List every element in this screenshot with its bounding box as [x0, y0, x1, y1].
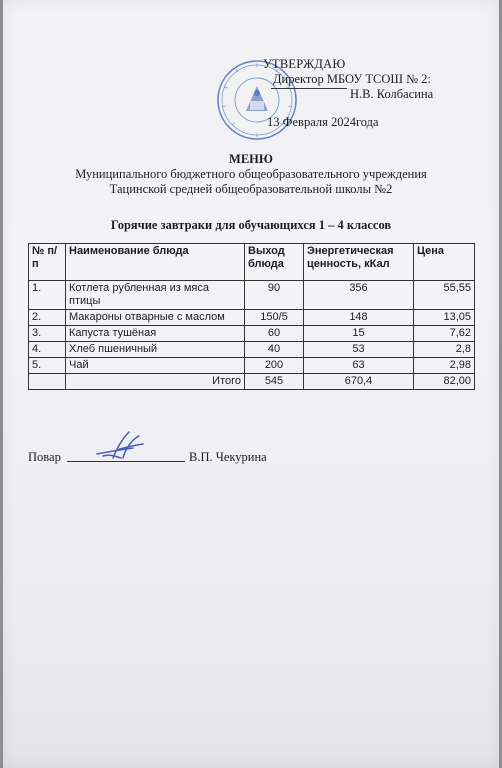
total-price: 82,00 — [414, 374, 475, 390]
cook-label: Повар — [28, 450, 61, 464]
dish-price: 2,98 — [414, 358, 475, 374]
total-label: Итого — [66, 374, 245, 390]
table-row — [29, 310, 475, 326]
dish-energy: 63 — [304, 358, 414, 374]
dish-name: Котлета рубленная из мяса птицы — [66, 281, 245, 310]
dish-price: 13,05 — [414, 310, 475, 326]
menu-table — [28, 243, 475, 390]
director-name: Н.В. Колбасина — [350, 87, 434, 101]
table-total-row — [29, 374, 475, 390]
dish-price: 55,55 — [414, 281, 475, 310]
column-header-energy: Энергетическая ценность, кКал — [304, 244, 414, 281]
total-output: 545 — [245, 374, 304, 390]
dish-name: Макароны отварные с маслом — [66, 310, 245, 326]
cook-name: В.П. Чекурина — [189, 450, 267, 464]
table-row — [29, 281, 475, 310]
row-number: 5. — [29, 358, 66, 374]
dish-output: 150/5 — [245, 310, 304, 326]
dish-name: Хлеб пшеничный — [66, 342, 245, 358]
dish-energy: 148 — [304, 310, 414, 326]
dish-name: Капуста тушёная — [66, 326, 245, 342]
row-number: 1. — [29, 281, 66, 310]
column-header-number: № п/п — [29, 244, 66, 281]
organization-line-1: Муниципального бюджетного общеобразовательного учреждения — [75, 167, 427, 181]
total-blank-cell — [29, 374, 66, 390]
dish-energy: 356 — [304, 281, 414, 310]
table-row — [29, 358, 475, 374]
column-header-output: Выход блюда — [245, 244, 304, 281]
dish-price: 7,62 — [414, 326, 475, 342]
page-title: МЕНЮ — [229, 152, 273, 166]
row-number: 4. — [29, 342, 66, 358]
approval-date: 13 Февраля 2024года — [267, 115, 379, 129]
table-row — [29, 342, 475, 358]
total-energy: 670,4 — [304, 374, 414, 390]
dish-output: 90 — [245, 281, 304, 310]
dish-price: 2,8 — [414, 342, 475, 358]
dish-energy: 53 — [304, 342, 414, 358]
column-header-price: Цена — [414, 244, 475, 281]
organization-line-2: Тацинской средней общеобразовательной школы №2 — [109, 182, 393, 196]
row-number: 3. — [29, 326, 66, 342]
director-signature-line — [271, 88, 347, 89]
column-header-dish-name: Наименование блюда — [66, 244, 245, 281]
dish-name: Чай — [66, 358, 245, 374]
dish-energy: 15 — [304, 326, 414, 342]
table-row — [29, 326, 475, 342]
approve-word: УТВЕРЖДАЮ — [263, 57, 346, 71]
document-page — [3, 0, 499, 768]
menu-subtitle: Горячие завтраки для обучающихся 1 – 4 классов — [110, 218, 392, 232]
director-title: Директор МБОУ ТСОШ № 2: — [273, 72, 431, 86]
table-header-row — [29, 244, 475, 281]
dish-output: 40 — [245, 342, 304, 358]
row-number: 2. — [29, 310, 66, 326]
dish-output: 200 — [245, 358, 304, 374]
dish-output: 60 — [245, 326, 304, 342]
cook-signature-scribble — [93, 428, 149, 464]
